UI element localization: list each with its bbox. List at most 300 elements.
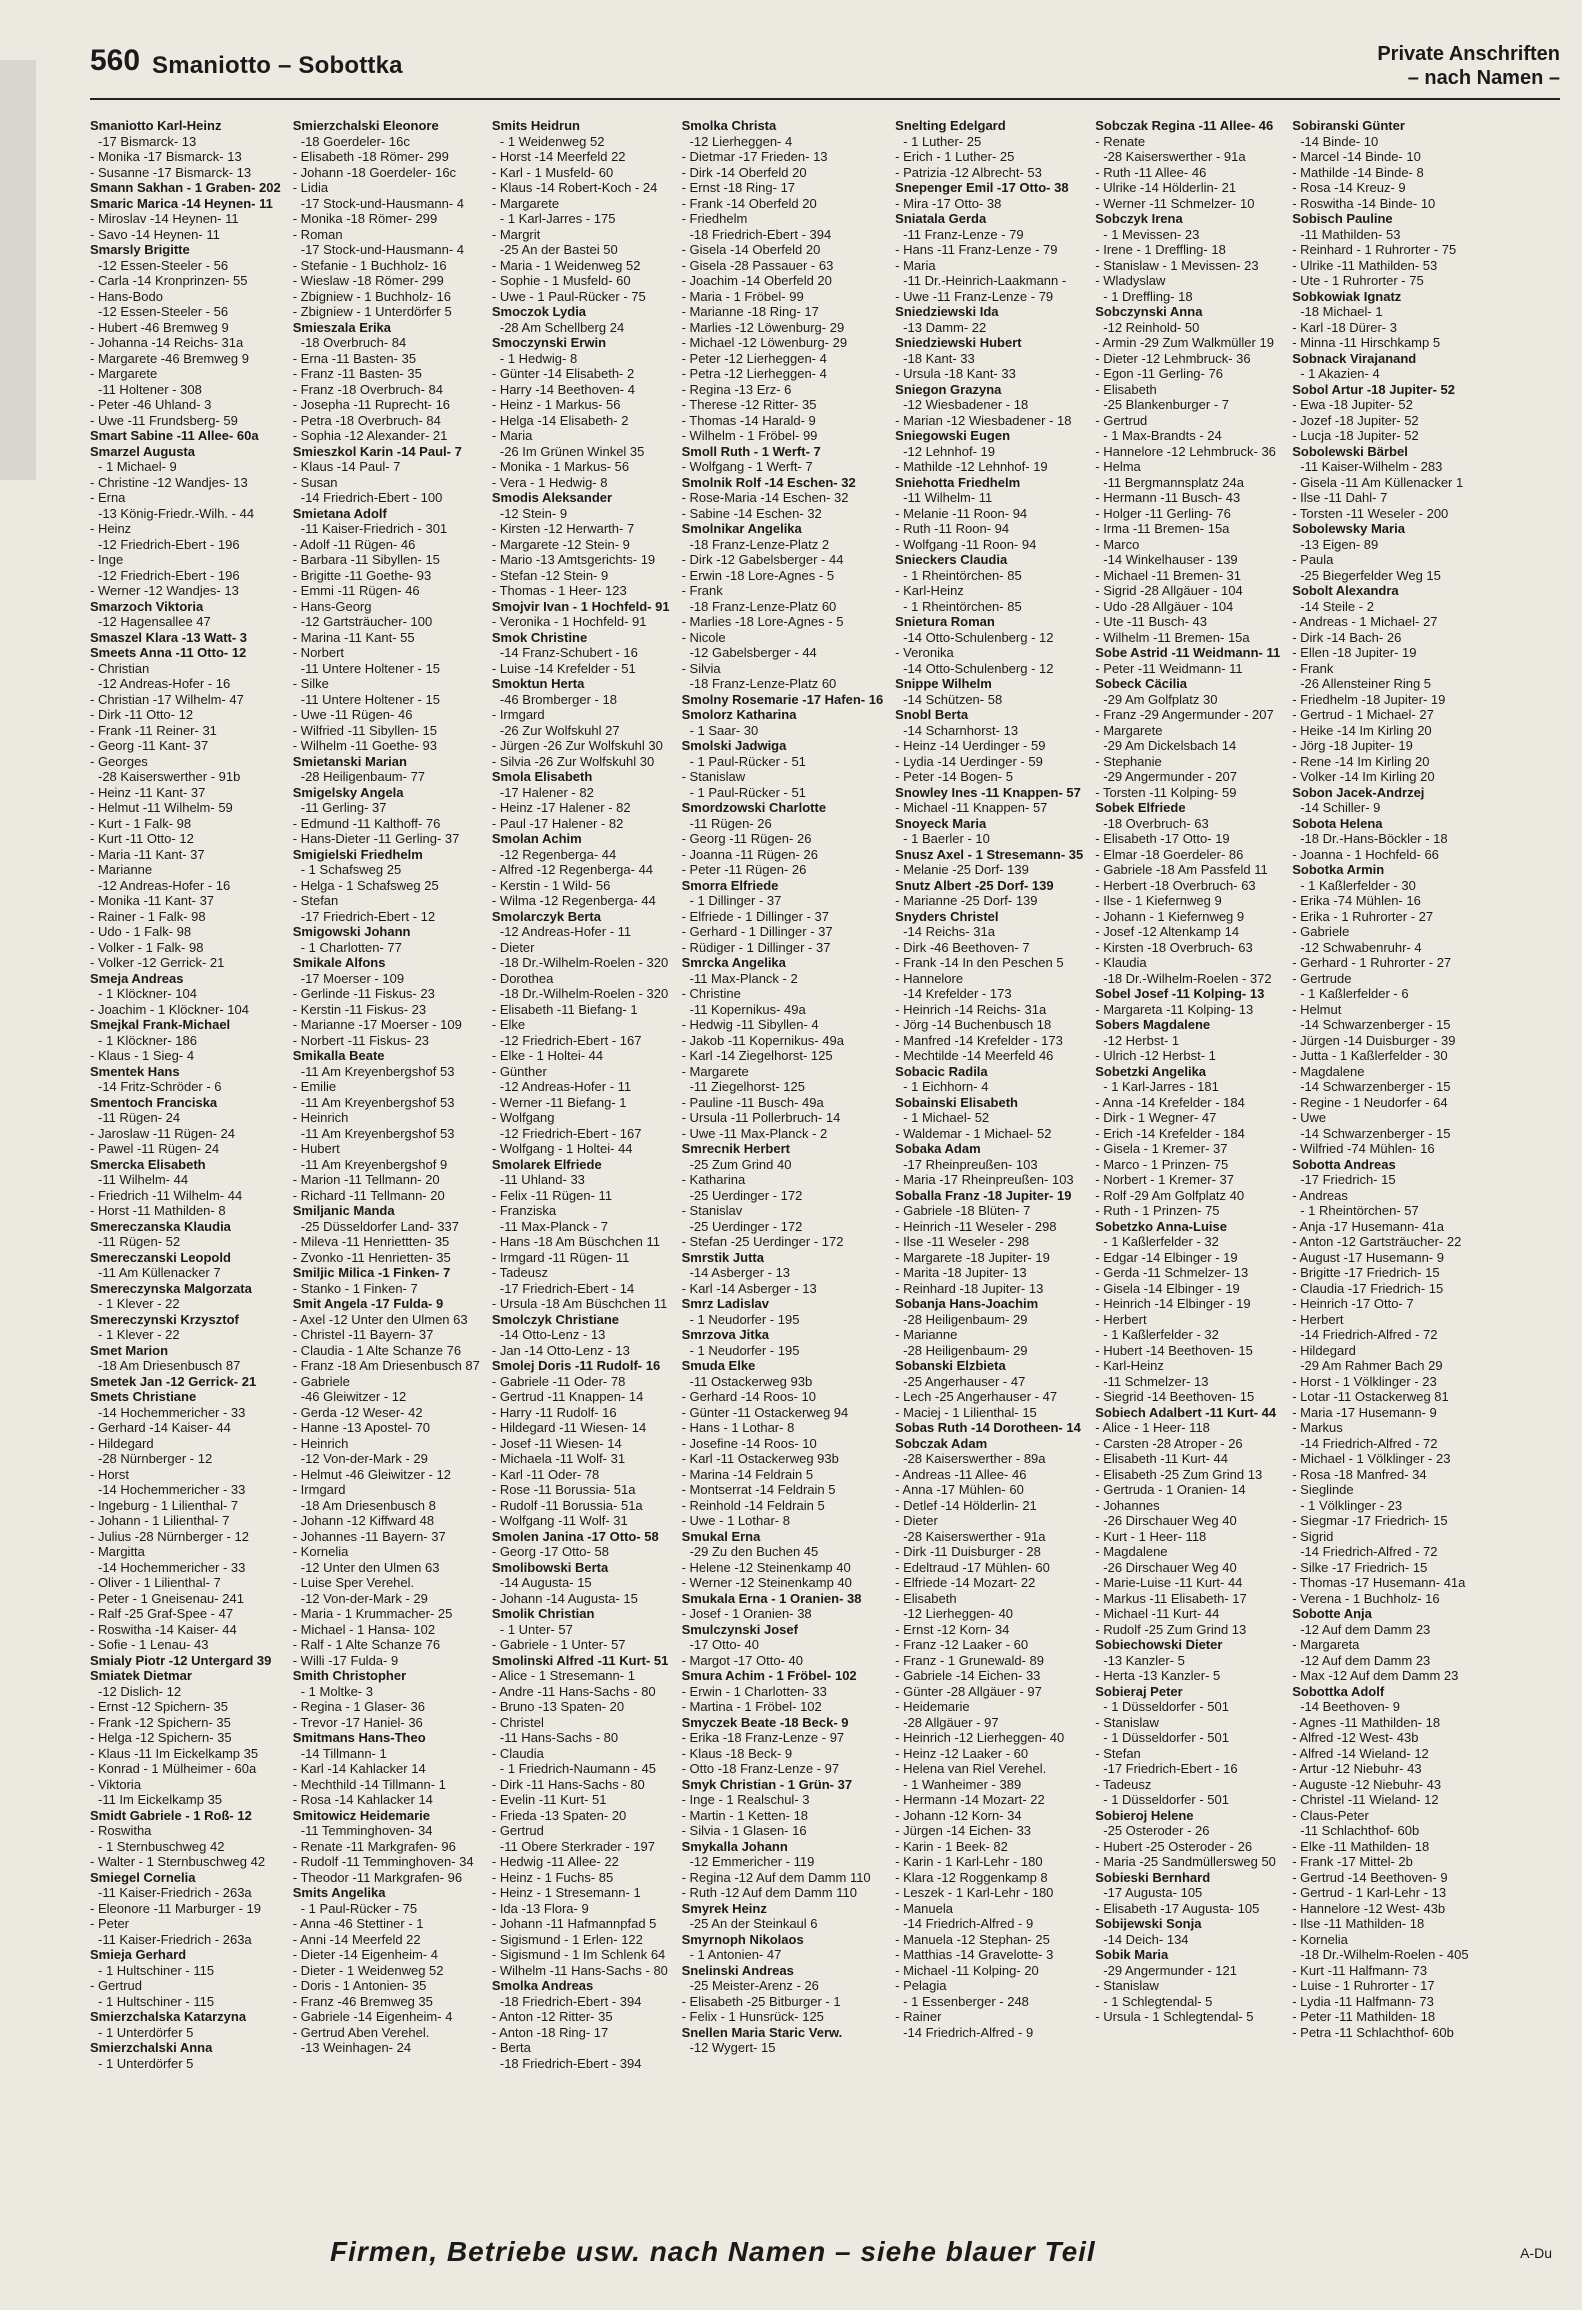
member-entry: - Ursula -11 Pollerbruch- 14 <box>681 1110 841 1125</box>
member-entry: - Ute - 1 Ruhrorter - 75 <box>1292 273 1424 288</box>
address-line: -11 Schlachthof- 60b <box>1300 1823 1420 1838</box>
member-entry: - Günter -14 Elisabeth- 2 <box>491 366 635 381</box>
address-line: -14 Hochemmericher - 33 <box>98 1404 246 1420</box>
surname-entry: Smentek Hans <box>90 1063 180 1079</box>
member-entry: - Karl -11 Oder- 78 <box>491 1466 600 1482</box>
member-entry: - Franz -18 Am Driesenbusch 87 <box>292 1358 480 1373</box>
member-entry: - Irene - 1 Dreffling- 18 <box>1095 242 1226 257</box>
member-entry: - Karl -11 Ostackerweg 93b <box>681 1451 839 1466</box>
surname-entry: Smrcka Angelika <box>681 955 786 970</box>
member-entry: - Gisela -14 Elbinger - 19 <box>1095 1280 1240 1296</box>
member-entry: - Roswitha -14 Binde- 10 <box>1292 195 1436 211</box>
surname-entry: Sobczyk Irena <box>1095 211 1183 226</box>
member-entry: - Sofie - 1 Lenau- 43 <box>90 1637 209 1652</box>
address-line: -29 Am Dickelsbach 14 <box>1103 738 1237 753</box>
member-entry: - Marina -11 Kant- 55 <box>292 629 415 645</box>
member-entry: - Axel -12 Unter den Ulmen 63 <box>292 1311 468 1327</box>
member-entry: - Hubert -25 Osteroder - 26 <box>1095 1838 1253 1854</box>
member-entry: - Margareta <box>1292 1637 1360 1652</box>
surname-entry: Sobkowiak Ignatz <box>1292 288 1402 304</box>
member-entry: - Irmgard -11 Rügen- 11 <box>491 1249 630 1265</box>
member-entry: - Elisabeth -18 Römer- 299 <box>292 149 449 164</box>
member-entry: - Franz -11 Basten- 35 <box>292 366 422 381</box>
address-line: -12 Andreas-Hofer - 11 <box>499 924 632 939</box>
address-line: -28 Am Schellberg 24 <box>499 319 625 335</box>
surname-entry: Smiatek Dietmar <box>90 1668 192 1683</box>
surname-entry: Smierzchalska Katarzyna <box>90 2009 247 2024</box>
address-line: -11 Kopernikus- 49a <box>689 1001 806 1017</box>
surname-entry: Sobnack Virajanand <box>1292 350 1417 366</box>
member-entry: - Josef - 1 Oranien- 38 <box>681 1606 812 1621</box>
surname-entry: Smet Marion <box>90 1342 169 1358</box>
address-line: -28 Heiligenbaum- 77 <box>300 769 426 784</box>
surname-entry: Sobisch Pauline <box>1292 211 1393 226</box>
surname-entry: Smolibowski Berta <box>491 1559 609 1575</box>
member-entry: - Erna <box>90 490 126 505</box>
address-line: -17 Stock-und-Hausmann- 4 <box>300 195 465 211</box>
address-line: -18 Friedrich-Ebert - 394 <box>689 226 832 242</box>
address-line: -18 Friedrich-Ebert - 394 <box>499 2055 642 2071</box>
address-line: -14 Tillmann- 1 <box>300 1745 387 1761</box>
surname-entry: Sobieroj Helene <box>1095 1807 1194 1823</box>
member-entry: - Franz -18 Overbruch- 84 <box>292 381 444 397</box>
surname-entry: Sobiechowski Dieter <box>1095 1637 1223 1652</box>
member-entry: - Stefan <box>292 893 339 908</box>
address-line: -14 Steile - 2 <box>1300 598 1374 614</box>
address-line: - 1 Wanheimer - 389 <box>903 1776 1022 1792</box>
surname-entry: Smuda Elke <box>681 1358 756 1373</box>
member-entry: - Renate <box>1095 133 1146 149</box>
member-entry: - Hans-Georg <box>292 598 372 614</box>
member-entry: - Jozef -18 Jupiter- 52 <box>1292 412 1419 428</box>
member-entry: - Monika -17 Bismarck- 13 <box>90 149 242 164</box>
address-line: -29 Am Golfplatz 30 <box>1103 691 1218 707</box>
member-entry: - Margarete -18 Jupiter- 19 <box>895 1249 1050 1265</box>
member-entry: - Uwe -11 Rügen- 46 <box>292 707 413 722</box>
address-line: -12 Andreas-Hofer - 11 <box>499 1079 632 1094</box>
member-entry: - Maciej - 1 Lilienthal- 15 <box>895 1404 1037 1420</box>
surname-entry: Smolski Jadwiga <box>681 738 787 753</box>
member-entry: - Ursula -18 Am Büschchen 11 <box>491 1296 668 1311</box>
address-line: -14 Otto-Schulenberg - 12 <box>903 629 1054 645</box>
member-entry: - Torsten -11 Kolping- 59 <box>1095 784 1237 800</box>
member-entry: - Silvia -26 Zur Wolfskuhl 30 <box>491 753 655 769</box>
surname-entry: Sniedziewski Ida <box>895 304 999 319</box>
address-line: - 1 Klever - 22 <box>98 1327 180 1342</box>
member-entry: - Heinz - 1 Fuchs- 85 <box>491 1869 614 1885</box>
address-line: -25 Biegerfelder Weg 15 <box>1300 567 1441 583</box>
member-entry: - Gisela -28 Passauer - 63 <box>681 257 834 273</box>
member-entry: - Helmut -11 Wilhelm- 59 <box>90 800 233 815</box>
surname-entry: Smoczok Lydia <box>491 304 587 319</box>
address-line: -25 An der Steinkaul 6 <box>689 1916 818 1931</box>
member-entry: - Peter <box>90 1916 130 1931</box>
address-line: - 1 Klöckner- 186 <box>98 1032 197 1048</box>
member-entry: - Minna -11 Hirschkamp 5 <box>1292 335 1441 350</box>
member-entry: - Ruth -11 Allee- 46 <box>1095 164 1207 180</box>
member-entry: - Stefan -12 Stein- 9 <box>491 567 609 583</box>
surname-entry: Smolnikar Angelika <box>681 521 802 536</box>
member-entry: - Heinrich <box>292 1110 349 1125</box>
member-entry: - Wolfgang -11 Roon- 94 <box>895 536 1037 552</box>
address-line: -17 Moerser - 109 <box>300 970 405 986</box>
surname-entry: Smoktun Herta <box>491 676 585 691</box>
address-line: -14 Asberger - 13 <box>689 1265 791 1280</box>
address-line: -17 Bismarck- 13 <box>98 133 197 149</box>
address-line: -14 Hochemmericher - 33 <box>98 1482 246 1497</box>
member-entry: - Willi -17 Fulda- 9 <box>292 1652 399 1668</box>
member-entry: - Montserrat -14 Feldrain 5 <box>681 1482 836 1497</box>
member-entry: - Günter -11 Ostackerweg 94 <box>681 1404 849 1420</box>
address-line: -25 Blankenburger - 7 <box>1103 397 1230 412</box>
member-entry: - Hubert <box>292 1141 340 1156</box>
member-entry: - Ruth - 1 Prinzen- 75 <box>1095 1203 1220 1218</box>
address-line: -12 Gabelsberger - 44 <box>689 645 817 660</box>
address-line: -11 Holtener - 308 <box>98 381 202 397</box>
member-entry: - Silvia - 1 Glasen- 16 <box>681 1823 807 1838</box>
member-entry: - Ulrich -12 Herbst- 1 <box>1095 1048 1216 1063</box>
member-entry: - Detlef -14 Hölderlin- 21 <box>895 1497 1037 1513</box>
member-entry: - Gerhard - 1 Ruhrorter - 27 <box>1292 955 1452 970</box>
address-line: -11 Im Eickelkamp 35 <box>98 1792 223 1807</box>
member-entry: - Dieter <box>491 939 535 955</box>
member-entry: - Uwe -11 Max-Planck - 2 <box>681 1125 828 1141</box>
address-line: -11 Max-Planck - 7 <box>499 1218 609 1234</box>
surname-entry: Smolej Doris -11 Rudolf- 16 <box>491 1358 661 1373</box>
surname-entry: Snusz Axel - 1 Stresemann- 35 <box>895 846 1084 862</box>
address-line: -18 Am Driesenbusch 87 <box>98 1358 241 1373</box>
member-entry: - Marco - 1 Prinzen- 75 <box>1095 1156 1229 1172</box>
address-line: - 1 Sternbuschweg 42 <box>98 1838 225 1854</box>
member-entry: - Heinz <box>90 521 132 536</box>
member-entry: - Bruno -13 Spaten- 20 <box>491 1699 625 1714</box>
member-entry: - Heinrich -14 Reichs- 31a <box>895 1001 1047 1017</box>
address-line: -12 Essen-Steeler - 56 <box>98 304 229 319</box>
address-line: -25 Uerdinger - 172 <box>689 1218 803 1234</box>
member-entry: - Jaroslaw -11 Rügen- 24 <box>90 1125 235 1141</box>
member-entry: - Pawel -11 Rügen- 24 <box>90 1141 220 1156</box>
member-entry: - Klaus -14 Paul- 7 <box>292 459 401 474</box>
member-entry: - Wilma -12 Regenberga- 44 <box>491 893 656 908</box>
address-line: -14 Schützen- 58 <box>903 691 1003 707</box>
member-entry: - Kurt -11 Otto- 12 <box>90 831 194 846</box>
member-entry: - Andreas <box>1292 1187 1348 1203</box>
member-entry: - Julius -28 Nürnberger - 12 <box>90 1528 249 1544</box>
member-entry: - Christine <box>681 986 741 1001</box>
member-entry: - Horst -14 Meerfeld 22 <box>491 149 626 164</box>
surname-entry: Smereczanski Leopold <box>90 1249 231 1265</box>
address-line: -11 Rügen- 52 <box>98 1234 181 1249</box>
member-entry: - Elisabeth <box>895 1590 957 1606</box>
member-entry: - Johann -12 Korn- 34 <box>895 1807 1022 1823</box>
member-entry: - Frank -11 Reiner- 31 <box>90 722 217 738</box>
address-line: -11 Kaiser-Friedrich - 263a <box>98 1931 252 1947</box>
address-line: -12 Auf dem Damm 23 <box>1300 1652 1431 1668</box>
member-entry: - Miroslav -14 Heynen- 11 <box>90 211 239 226</box>
member-entry: - Auguste -12 Niebuhr- 43 <box>1292 1776 1442 1792</box>
member-entry: - Michael -12 Löwenburg- 29 <box>681 335 848 350</box>
member-entry: - Helmut <box>1292 1001 1342 1017</box>
member-entry: - Dirk -46 Beethoven- 7 <box>895 939 1030 955</box>
address-line: -12 Lierheggen- 4 <box>689 133 793 149</box>
member-entry: - Viktoria <box>90 1776 142 1792</box>
member-entry: - Ulrike -14 Hölderlin- 21 <box>1095 180 1237 195</box>
address-line: -26 Allensteiner Ring 5 <box>1300 676 1432 691</box>
address-line: -12 Unter den Ulmen 63 <box>300 1559 440 1575</box>
surname-entry: Smaniotto Karl-Heinz <box>90 118 222 133</box>
member-entry: - Renate -11 Markgrafen- 96 <box>292 1838 456 1854</box>
address-line: - 1 Weidenweg 52 <box>499 133 605 149</box>
member-entry: - Rudolf -11 Temminghoven- 34 <box>292 1854 474 1869</box>
member-entry: - Hildegard -11 Wiesen- 14 <box>491 1420 647 1435</box>
address-line: -26 Im Grünen Winkel 35 <box>499 443 645 459</box>
member-entry: - Ingeburg - 1 Lilienthal- 7 <box>90 1497 239 1513</box>
member-entry: - Klaus -14 Robert-Koch - 24 <box>491 180 658 195</box>
address-line: -14 Beethoven- 9 <box>1300 1699 1400 1714</box>
member-entry: - Klaus -18 Beck- 9 <box>681 1745 793 1761</box>
address-line: - 1 Kaßlerfelder - 30 <box>1300 877 1416 893</box>
address-line: -12 Lehnhof- 19 <box>903 443 995 459</box>
member-entry: - Oliver - 1 Lilienthal- 7 <box>90 1575 221 1590</box>
surname-entry: Snieckers Claudia <box>895 552 1008 567</box>
member-entry: - Jürgen -14 Duisburger - 39 <box>1292 1032 1456 1048</box>
surname-entry: Smann Sakhan - 1 Graben- 202 <box>90 180 281 195</box>
member-entry: - Klara -12 Roggenkamp 8 <box>895 1869 1048 1885</box>
address-line: -11 Dr.-Heinrich-Laakmann - <box>903 273 1067 288</box>
surname-entry: Sniegon Grazyna <box>895 381 1002 397</box>
surname-entry: Smolka Andreas <box>491 1978 594 1993</box>
member-entry: - Manuela <box>895 1900 953 1916</box>
member-entry: - Erna -11 Basten- 35 <box>292 350 417 366</box>
member-entry: - Richard -11 Tellmann- 20 <box>292 1187 445 1203</box>
member-entry: - Ruth -11 Roon- 94 <box>895 521 1010 536</box>
member-entry: - Herta -13 Kanzler- 5 <box>1095 1668 1221 1683</box>
member-entry: - Heinrich -11 Weseler - 298 <box>895 1218 1057 1234</box>
member-entry: - Konrad - 1 Mülheimer - 60a <box>90 1761 257 1776</box>
member-entry: - Armin -29 Zum Walkmüller 19 <box>1095 335 1274 350</box>
member-entry: - Wilfried -74 Mühlen- 16 <box>1292 1141 1435 1156</box>
member-entry: - Gerhard -14 Roos- 10 <box>681 1389 816 1404</box>
address-line: -28 Heiligenbaum- 29 <box>903 1311 1028 1327</box>
member-entry: - Werner -11 Schmelzer- 10 <box>1095 195 1255 211</box>
member-entry: - Heinz -11 Kant- 37 <box>90 784 206 800</box>
directory-column <box>895 118 1083 2223</box>
address-line: -14 Schiller- 9 <box>1300 800 1381 815</box>
member-entry: - Thomas -17 Husemann- 41a <box>1292 1575 1466 1590</box>
member-entry: - Magdalene <box>1292 1063 1365 1079</box>
member-entry: - Wilhelm -11 Goethe- 93 <box>292 738 437 753</box>
address-line: -46 Bromberger - 18 <box>499 691 617 707</box>
member-entry: - Gabriele - 1 Unter- 57 <box>491 1637 626 1652</box>
member-entry: - Pelagia <box>895 1978 947 1993</box>
member-entry: - Johann -11 Hafmannpfad 5 <box>491 1916 657 1931</box>
surname-entry: Smolen Janina -17 Otto- 58 <box>491 1528 659 1544</box>
member-entry: - Hannelore -12 West- 43b <box>1292 1900 1446 1916</box>
surname-entry: Smits Heidrun <box>491 118 580 133</box>
surname-entry: Snyders Christel <box>895 908 999 924</box>
address-line: -18 Michael- 1 <box>1300 304 1383 319</box>
member-entry: - Dieter - 1 Weidenweg 52 <box>292 1962 444 1978</box>
member-entry: - Evelin -11 Kurt- 51 <box>491 1792 607 1807</box>
member-entry: - Wolfgang <box>491 1110 555 1125</box>
member-entry: - Luise Sper Verehel. <box>292 1575 415 1590</box>
member-entry: - Marie-Luise -11 Kurt- 44 <box>1095 1575 1243 1590</box>
address-line: - 1 Düsseldorfer - 501 <box>1103 1730 1229 1745</box>
member-entry: - Frank <box>681 583 723 598</box>
member-entry: - Erika -74 Mühlen- 16 <box>1292 893 1421 908</box>
surname-entry: Smarzoch Viktoria <box>90 598 204 614</box>
member-entry: - Martin - 1 Ketten- 18 <box>681 1807 809 1823</box>
surname-entry: Smrzova Jitka <box>681 1327 770 1342</box>
surname-entry: Snoyeck Maria <box>895 815 987 831</box>
member-entry: - Christel -11 Wieland- 12 <box>1292 1792 1439 1807</box>
member-entry: - Rolf -29 Am Golfplatz 40 <box>1095 1187 1245 1203</box>
member-entry: - Dirk - 1 Wegner- 47 <box>1095 1110 1217 1125</box>
surname-entry: Sobieraj Peter <box>1095 1683 1183 1699</box>
member-entry: - Anna -17 Mühlen- 60 <box>895 1482 1024 1497</box>
surname-entry: Smyczek Beate -18 Beck- 9 <box>681 1714 849 1730</box>
member-entry: - Irmgard <box>491 707 545 722</box>
surname-entry: Smentoch Franciska <box>90 1094 218 1110</box>
member-entry: - Dirk -11 Hans-Sachs - 80 <box>491 1776 645 1792</box>
member-entry: - Gerhard - 1 Dillinger - 37 <box>681 924 833 939</box>
member-entry: - Frank -12 Spichern- 35 <box>90 1714 231 1730</box>
address-line: - 1 Baerler - 10 <box>903 831 990 846</box>
address-line: -18 Dr.-Hans-Böckler - 18 <box>1300 831 1448 846</box>
address-line: -14 Friedrich-Alfred - 72 <box>1300 1544 1438 1559</box>
member-entry: - Kirsten -12 Herwarth- 7 <box>491 521 635 536</box>
surname-entry: Sobolt Alexandra <box>1292 583 1399 598</box>
address-line: -12 Herbst- 1 <box>1103 1032 1180 1048</box>
address-line: -11 Untere Holtener - 15 <box>300 691 440 707</box>
member-entry: - Gertrud - 1 Karl-Lehr - 13 <box>1292 1885 1447 1900</box>
address-line: -12 Friedrich-Ebert - 167 <box>499 1032 642 1048</box>
member-entry: - Claudia <box>491 1745 544 1761</box>
member-entry: - Gertrud Aben Verehel. <box>292 2024 430 2040</box>
member-entry: - Michael - 1 Völklinger - 23 <box>1292 1451 1451 1466</box>
member-entry: - Friedhelm -18 Jupiter- 19 <box>1292 691 1446 707</box>
member-entry: - Otto -18 Franz-Lenze - 97 <box>681 1761 840 1776</box>
address-line: -11 Am Küllenacker 7 <box>98 1265 221 1280</box>
member-entry: - Dirk -11 Duisburger - 28 <box>895 1544 1041 1559</box>
address-line: -12 Schwabenruhr- 4 <box>1300 939 1422 955</box>
member-entry: - Franz -46 Bremweg 35 <box>292 1993 433 2009</box>
member-entry: - Holger -11 Gerling- 76 <box>1095 505 1231 521</box>
member-entry: - Christian -17 Wilhelm- 47 <box>90 691 244 707</box>
member-entry: - Melanie -11 Roon- 94 <box>895 505 1028 521</box>
member-entry: - Friedrich -11 Wilhelm- 44 <box>90 1187 243 1203</box>
member-entry: - Kornelia <box>292 1544 349 1559</box>
member-entry: - Frank -14 Oberfeld 20 <box>681 195 817 211</box>
address-line: -26 Dirschauer Weg 40 <box>1103 1513 1237 1528</box>
surname-entry: Snobl Berta <box>895 707 969 722</box>
member-entry: - Hermann -11 Busch- 43 <box>1095 490 1241 505</box>
member-entry: - Hannelore -12 Lehmbruck- 36 <box>1095 443 1276 459</box>
address-line: -26 Zur Wolfskuhl 27 <box>499 722 620 738</box>
address-line: -14 Fritz-Schröder - 6 <box>98 1079 222 1094</box>
member-entry: - Barbara -11 Sibyllen- 15 <box>292 552 440 567</box>
member-entry: - Trevor -17 Haniel- 36 <box>292 1714 423 1730</box>
member-entry: - Gerlinde -11 Fiskus- 23 <box>292 986 435 1001</box>
member-entry: - Regina -13 Erz- 6 <box>681 381 792 397</box>
member-entry: - Wolfgang -11 Wolf- 31 <box>491 1513 628 1528</box>
address-line: - 1 Rheintörchen- 57 <box>1300 1203 1419 1218</box>
surname-entry: Smyrek Heinz <box>681 1900 767 1916</box>
member-entry: - Uwe <box>1292 1110 1327 1125</box>
surname-entry: Smyk Christian - 1 Grün- 37 <box>681 1776 853 1792</box>
surname-entry: Smodis Aleksander <box>491 490 613 505</box>
surname-entry: Smeets Anna -11 Otto- 12 <box>90 645 247 660</box>
member-entry: - Erwin - 1 Charlotten- 33 <box>681 1683 827 1699</box>
address-line: -18 Overbruch- 84 <box>300 335 407 350</box>
surname-entry: Sobolewsky Maria <box>1292 521 1405 536</box>
member-entry: - Stefan -25 Uerdinger - 172 <box>681 1234 844 1249</box>
member-entry: - Alfred -12 West- 43b <box>1292 1730 1419 1745</box>
address-line: -28 Kaiserswerther - 91a <box>1103 149 1246 164</box>
directory-column <box>492 118 670 2223</box>
surname-entry: Smereczynski Krzysztof <box>90 1311 239 1327</box>
member-entry: - Ralf -25 Graf-Spee - 47 <box>90 1606 234 1621</box>
member-entry: - Hans -11 Franz-Lenze - 79 <box>895 242 1058 257</box>
member-entry: - Gerda -11 Schmelzer- 13 <box>1095 1265 1249 1280</box>
address-line: - 1 Mevissen- 23 <box>1103 226 1200 242</box>
member-entry: - Klaudia <box>1095 955 1147 970</box>
address-line: -18 Am Driesenbusch 8 <box>300 1497 436 1513</box>
member-entry: - Friedhelm <box>681 211 748 226</box>
address-line: -17 Friedrich-Ebert - 16 <box>1103 1761 1238 1776</box>
member-entry: - Wilfried -11 Sibyllen- 15 <box>292 722 437 738</box>
address-line: -18 Franz-Lenze-Platz 2 <box>689 536 830 552</box>
member-entry: - Jörg -18 Jupiter- 19 <box>1292 738 1413 753</box>
member-entry: - Johannes <box>1095 1497 1160 1513</box>
address-line: -17 Halener - 82 <box>499 784 594 800</box>
address-line: -25 Meister-Arenz - 26 <box>689 1978 819 1993</box>
member-entry: - Marianne -17 Moerser - 109 <box>292 1017 462 1032</box>
member-entry: - Günter -28 Allgäuer - 97 <box>895 1683 1042 1699</box>
address-line: - 1 Kaßlerfelder - 32 <box>1103 1234 1219 1249</box>
address-line: -28 Kaiserswerther - 89a <box>903 1451 1046 1466</box>
member-entry: - Susan <box>292 474 338 490</box>
member-entry: - Josefine -14 Roos- 10 <box>681 1435 817 1451</box>
surname-entry: Smolan Achim <box>491 831 582 846</box>
member-entry: - Maria <box>895 257 936 273</box>
member-entry: - Max -12 Auf dem Damm 23 <box>1292 1668 1459 1683</box>
member-entry: - Frank <box>1292 660 1334 676</box>
member-entry: - Helene -12 Steinenkamp 40 <box>681 1559 851 1575</box>
surname-entry: Sobaka Adam <box>895 1141 981 1156</box>
surname-entry: Smieszkol Karin -14 Paul- 7 <box>292 443 462 459</box>
member-entry: - Herbert <box>1292 1311 1344 1327</box>
member-entry: - Ursula -18 Kant- 33 <box>895 366 1016 381</box>
member-entry: - Georg -11 Rügen- 26 <box>681 831 812 846</box>
member-entry: - Jürgen -26 Zur Wolfskuhl 30 <box>491 738 663 753</box>
member-entry: - Andreas - 1 Michael- 27 <box>1292 614 1438 629</box>
member-entry: - Veronika <box>895 645 954 660</box>
surname-entry: Smura Achim - 1 Fröbel- 102 <box>681 1668 857 1683</box>
member-entry: - Carsten -28 Atroper - 26 <box>1095 1435 1243 1451</box>
surname-entry: Snepenger Emil -17 Otto- 38 <box>895 180 1069 195</box>
member-entry: - Katharina <box>681 1172 746 1187</box>
surname-entry: Smialy Piotr -12 Untergard 39 <box>90 1652 272 1668</box>
surname-entry: Smolka Christa <box>681 118 777 133</box>
address-line: - 1 Essenberger - 248 <box>903 1993 1029 2009</box>
member-entry: - Gerda -12 Weser- 42 <box>292 1404 423 1420</box>
member-entry: - Manuela -12 Stephan- 25 <box>895 1931 1050 1947</box>
address-line: -12 Gartsträucher- 100 <box>300 614 433 629</box>
member-entry: - Rainer - 1 Falk- 98 <box>90 908 206 924</box>
member-entry: - Heinrich -12 Lierheggen- 40 <box>895 1730 1065 1745</box>
member-entry: - Ellen -18 Jupiter- 19 <box>1292 645 1417 660</box>
